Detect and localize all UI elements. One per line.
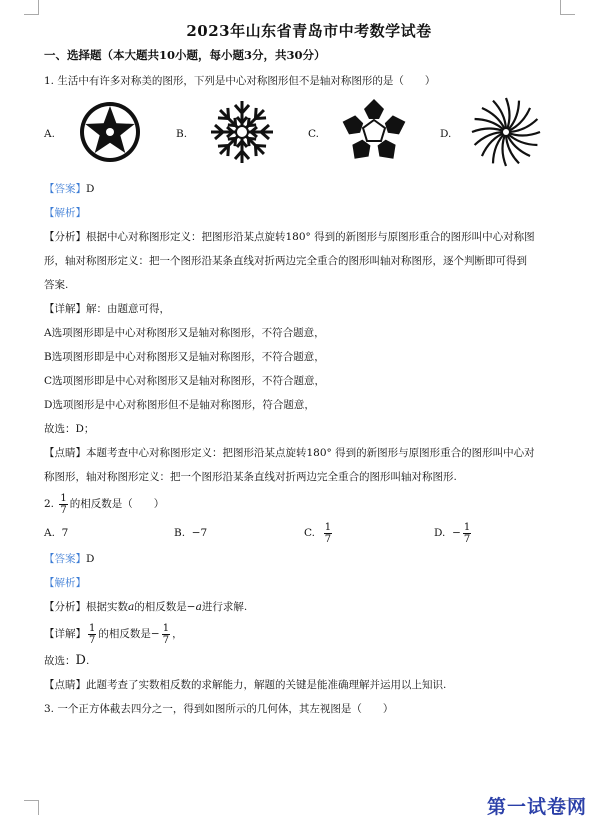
xiangjie-tag: 【详解】 [44, 303, 86, 315]
frac-numerator: 1 [89, 622, 96, 634]
frac-denominator: 7 [89, 634, 96, 646]
xiangjie-text: 解：由题意可得， [86, 303, 170, 315]
q1-option-d [440, 94, 572, 174]
q1-dianjing-1 [44, 441, 574, 465]
q1-xiangjie [44, 297, 574, 321]
xiangjie-text: ， [172, 628, 183, 640]
q1-option-a [44, 97, 176, 171]
option-value: −7 [191, 527, 208, 539]
q1-option-c [308, 95, 440, 173]
q2-dianjing [44, 673, 574, 697]
xiangjie-text: 的相反数是 [98, 628, 151, 640]
section-heading: 一、选择题（本大题共10小题，每小题3分，共30分） [44, 48, 326, 62]
frac-denominator: 7 [463, 533, 471, 545]
snowflake-icon [197, 95, 287, 173]
negative-a: −a [186, 601, 202, 613]
q1-analysis-tag: 【解析】 [44, 207, 86, 219]
conclusion-answer: D [75, 653, 86, 668]
q1-line-b: B选项图形即是中心对称图形又是轴对称图形，不符合题意， [44, 351, 325, 363]
dianjing-tag: 【点睛】 [44, 679, 86, 691]
dianjing-tag: 【点睛】 [44, 447, 86, 459]
conclusion-text: 故选： [44, 655, 76, 667]
q1-option-b [176, 95, 308, 173]
option-label: B. [174, 527, 186, 539]
answer-value: D [86, 183, 95, 195]
minus-sign: − [452, 527, 461, 539]
spiral-swirl-icon [461, 94, 551, 174]
frac-numerator: 1 [162, 622, 170, 634]
star-flower-icon [65, 97, 155, 171]
fenxi-tag: 【分析】 [44, 231, 86, 243]
minus-sign: − [150, 628, 160, 640]
crop-mark-top-right [560, 0, 575, 15]
q2-stem [44, 489, 574, 519]
q1-line-c: C选项图形即是中心对称图形又是轴对称图形，不符合题意， [44, 375, 326, 387]
q2-option-d [434, 519, 564, 547]
q3-stem: 3. 一个正方体截去四分之一，得到如图所示的几何体，其左视图是（ ） [44, 703, 394, 715]
page-title: 2023年山东省青岛市中考数学试卷 [186, 22, 432, 40]
q2-option-a [44, 519, 174, 547]
watermark: 第一试卷网 [486, 796, 587, 818]
xiangjie-fraction [88, 623, 96, 646]
q2-fenxi [44, 595, 574, 619]
q2-analysis-tag: 【解析】 [44, 577, 86, 589]
option-fraction [324, 522, 332, 545]
frac-denominator: 7 [162, 634, 170, 646]
option-label: C. [304, 527, 315, 539]
answer-tag: 【答案】 [44, 183, 86, 195]
option-value: 7 [61, 527, 69, 539]
pentagon-flower-icon [329, 95, 419, 173]
answer-tag: 【答案】 [44, 553, 86, 565]
option-label: A. [44, 128, 55, 140]
q2-fraction [59, 493, 67, 516]
fenxi-text: 根据实数 [86, 601, 128, 613]
q1-line-d: D选项图形是中心对称图形但不是轴对称图形，符合题意， [44, 399, 315, 411]
q1-stem: 1. 生活中有许多对称美的图形，下列是中心对称图形但不是轴对称图形的是（ ） [44, 75, 436, 87]
crop-mark-top-left [24, 0, 39, 15]
q2-number: 2. [44, 498, 55, 510]
option-label: A. [44, 527, 55, 539]
fenxi-tag: 【分析】 [44, 601, 86, 613]
document-page [44, 20, 574, 721]
q1-dianjing-2: 称图形，轴对称图形定义：把一个图形沿某条直线对折两边完全重合的图形叫轴对称图形. [44, 471, 457, 483]
conclusion-text: . [85, 655, 90, 667]
frac-denominator: 7 [324, 533, 332, 545]
option-label: C. [308, 128, 319, 140]
crop-mark-bottom-left [24, 800, 39, 815]
answer-value: D [86, 553, 95, 565]
q2-answer [44, 547, 574, 571]
q2-xiangjie [44, 619, 574, 649]
frac-denominator: 7 [60, 504, 67, 516]
fenxi-text: 进行求解. [201, 601, 248, 613]
variable-a: a [128, 601, 135, 613]
frac-numerator: 1 [463, 521, 471, 533]
option-label: D. [440, 128, 452, 140]
dianjing-text: 本题考查中心对称图形定义：把图形沿某点旋转180° 得到的新图形与原图形重合的图形叫中心对 [86, 447, 535, 459]
frac-numerator: 1 [324, 521, 332, 533]
q2-conclusion [44, 649, 574, 673]
fenxi-text: 的相反数是 [134, 601, 187, 613]
q1-fenxi-3: 答案. [44, 279, 69, 291]
fenxi-text: 根据中心对称图形定义：把图形沿某点旋转180° 得到的新图形与原图形重合的图形叫中心对称图 [86, 231, 535, 243]
q1-options [44, 95, 574, 173]
dianjing-text: 此题考查了实数相反数的求解能力，解题的关键是能准确理解并运用以上知识. [86, 679, 447, 691]
q2-option-b [174, 519, 304, 547]
q1-answer [44, 177, 574, 201]
q2-stem-tail: 的相反数是（ ） [69, 498, 165, 510]
option-fraction [463, 522, 471, 545]
q1-fenxi-1 [44, 225, 574, 249]
q1-conclusion: 故选：D； [44, 423, 95, 435]
frac-numerator: 1 [60, 492, 67, 504]
xiangjie-fraction [162, 623, 170, 646]
q1-line-a: A选项图形即是中心对称图形又是轴对称图形，不符合题意， [44, 327, 325, 339]
q2-option-c [304, 519, 434, 547]
option-label: B. [176, 128, 188, 140]
q1-fenxi-2: 形，轴对称图形定义：把一个图形沿某条直线对折两边完全重合的图形叫轴对称图形，逐个判断即可得到 [44, 255, 527, 267]
q2-options [44, 519, 574, 547]
xiangjie-tag: 【详解】 [44, 628, 86, 640]
option-label: D. [434, 527, 446, 539]
